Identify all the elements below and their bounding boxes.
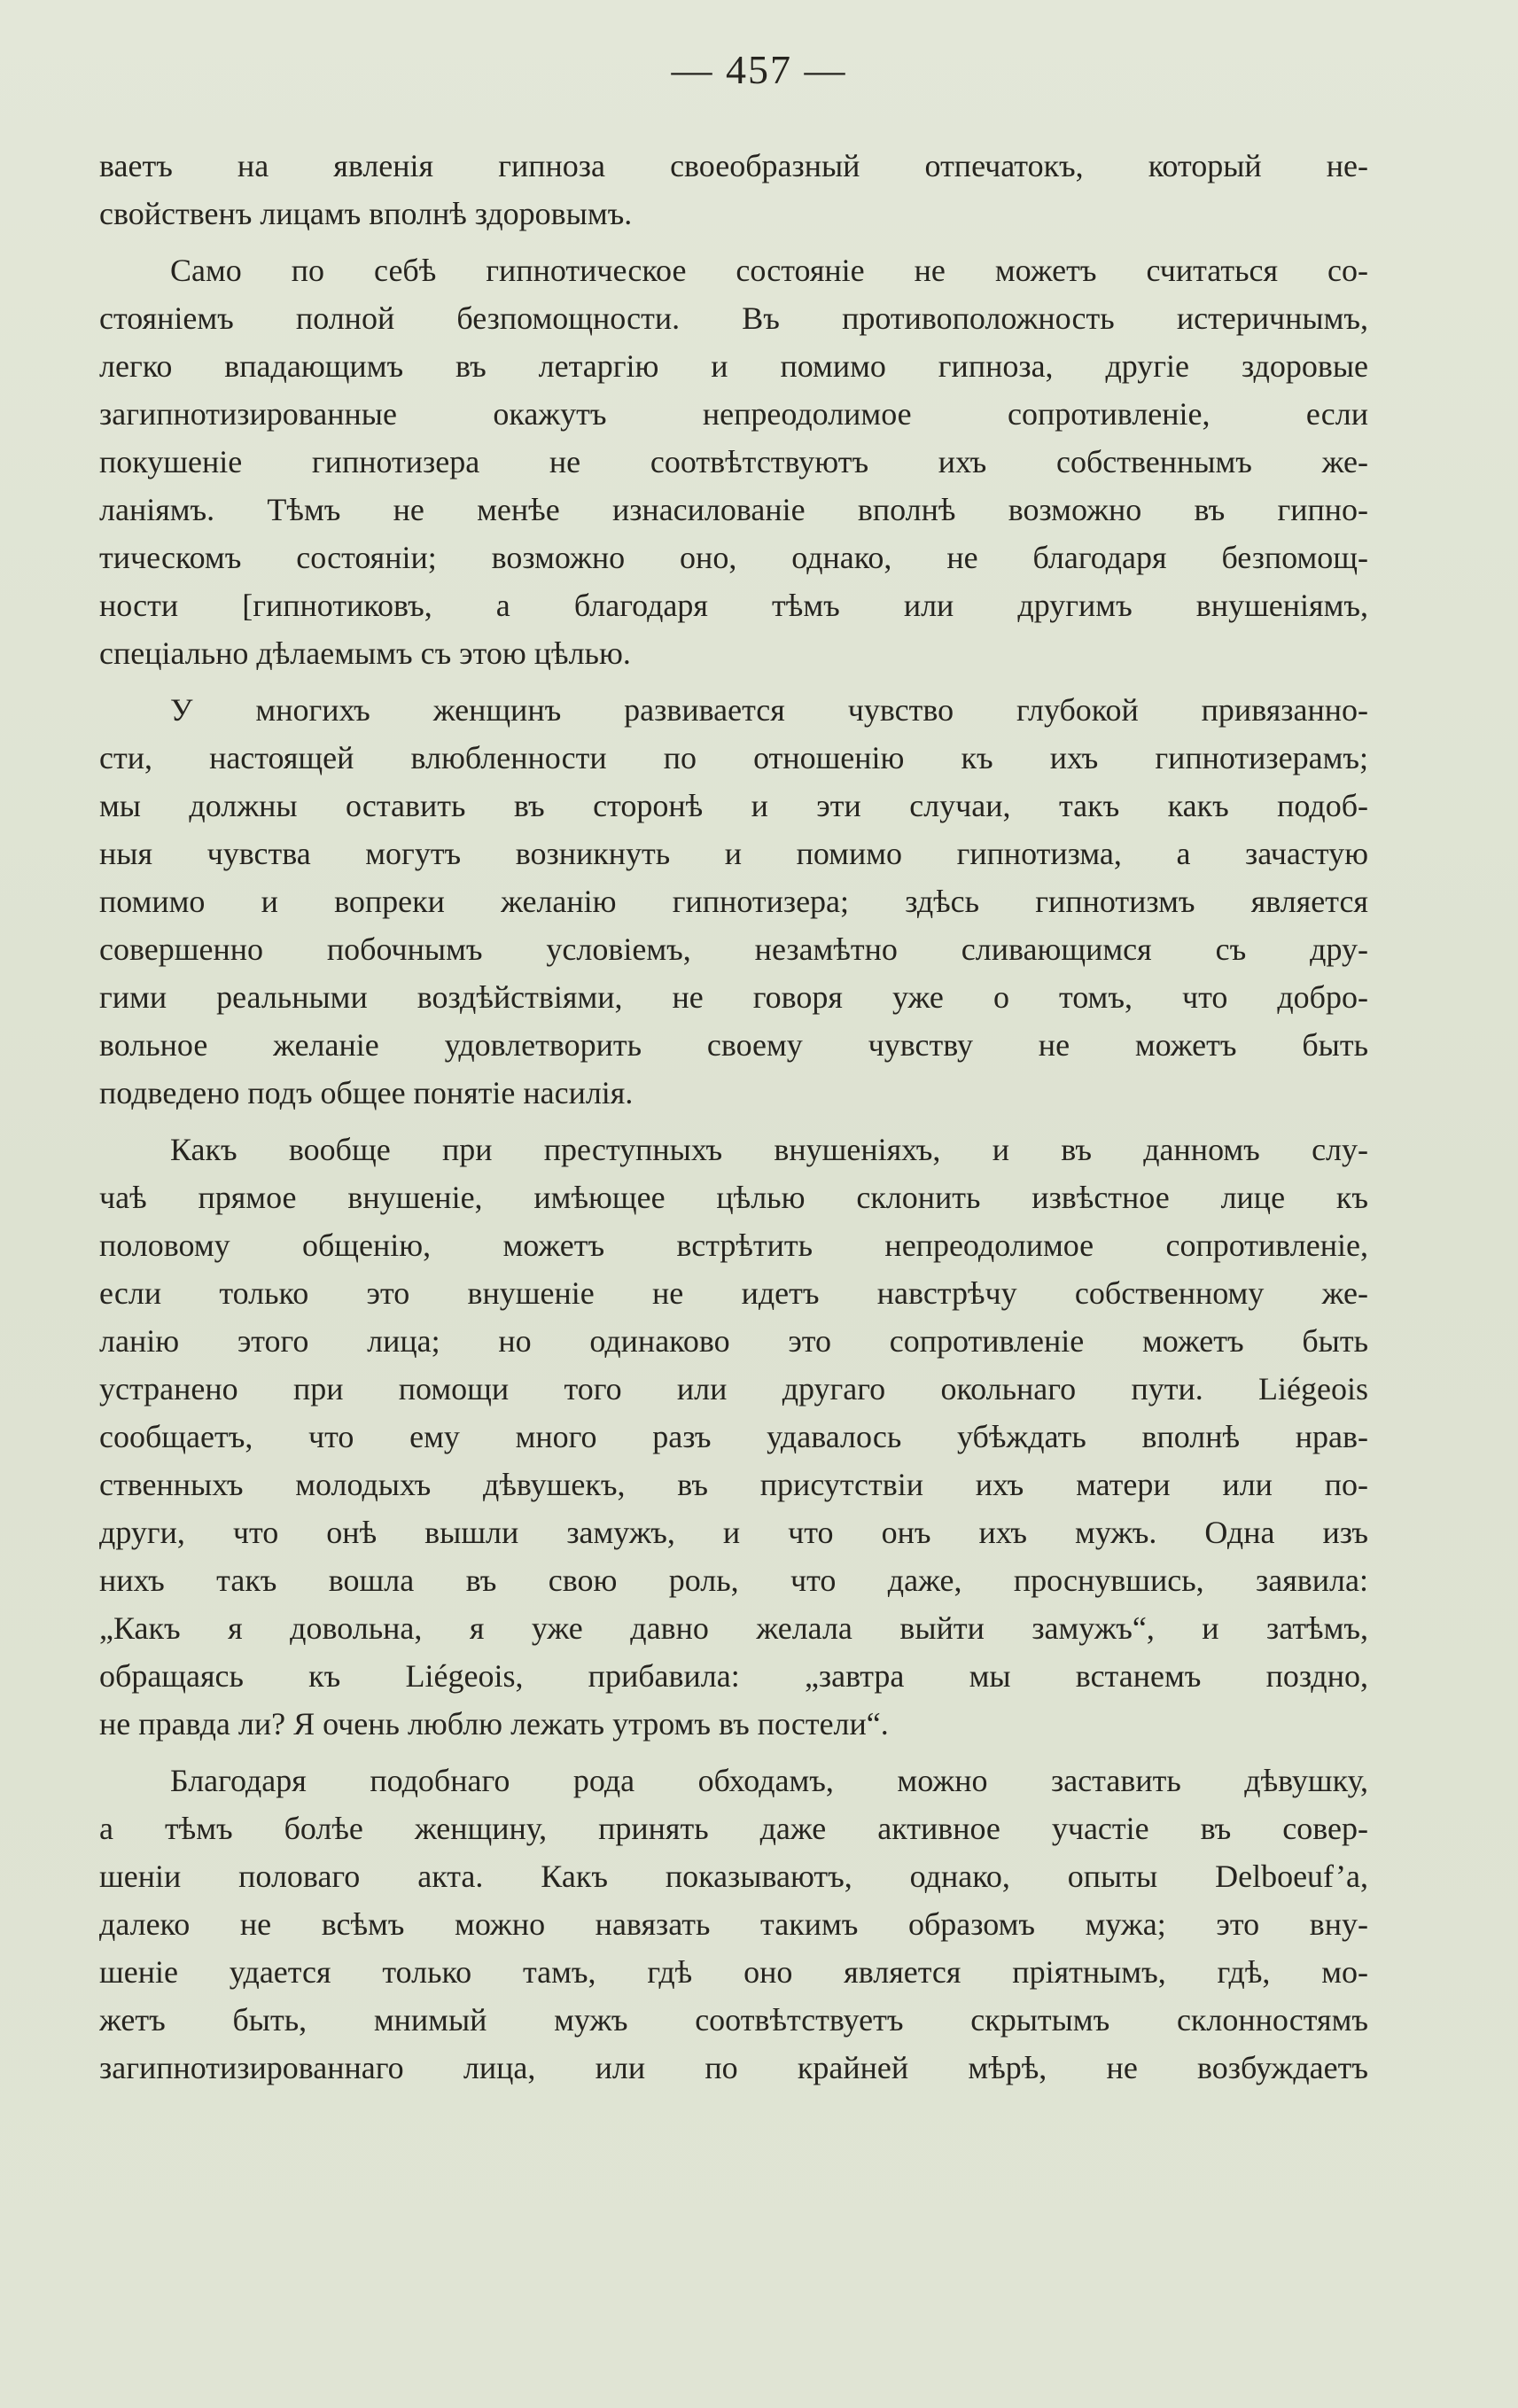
text-line: „Какъ я довольна, я уже давно желала выйти замужъ“, и затѣмъ, (99, 1610, 1368, 1646)
text-line: покушеніе гипнотизера не соотвѣтствуютъ ихъ собственнымъ же- (99, 444, 1368, 479)
paragraph-gap (99, 677, 1368, 686)
paragraph-gap (99, 1748, 1368, 1757)
text-line: половому общенію, можетъ встрѣтить непреодолимое сопротивленіе, (99, 1227, 1368, 1263)
page-number: — 457 — (671, 47, 847, 92)
text-line: мы должны оставить въ сторонѣ и эти случаи, такъ какъ подоб- (99, 788, 1368, 823)
paragraph-gap (99, 1117, 1368, 1126)
text-line: стояніемъ полной безпомощности. Въ противоположность истеричнымъ, (99, 300, 1368, 336)
text-line: ственныхъ молодыхъ дѣвушекъ, въ присутствіи ихъ матери или по- (99, 1467, 1368, 1502)
text-line: обращаясь къ Liégeois, прибавила: „завтра мы встанемъ поздно, (99, 1658, 1368, 1694)
text-line: ваетъ на явленія гипноза своеобразный отпечатокъ, который не- (99, 148, 1368, 183)
paragraph (99, 142, 1368, 238)
paragraph (99, 1757, 1368, 2092)
paragraph (99, 246, 1368, 677)
text-line: гими реальными воздѣйствіями, не говоря уже о томъ, что добро- (99, 979, 1368, 1015)
text-line: помимо и вопреки желанію гипнотизера; здѣсь гипнотизмъ является (99, 884, 1368, 919)
text-line: а тѣмъ болѣе женщину, принять даже активное участіе въ совер- (99, 1811, 1368, 1846)
text-line: если только это внушеніе не идетъ навстрѣчу собственному же- (99, 1275, 1368, 1311)
text-line: легко впадающимъ въ летаргію и помимо гипноза, другіе здоровые (99, 348, 1368, 384)
text-line: свойственъ лицамъ вполнѣ здоровымъ. (99, 196, 633, 231)
text-line: далеко не всѣмъ можно навязать такимъ образомъ мужа; это вну- (99, 1906, 1368, 1942)
body-text (99, 142, 1368, 2092)
text-line: жетъ быть, мнимый мужъ соотвѣтствуетъ скрытымъ склонностямъ (99, 2002, 1368, 2038)
text-line: чаѣ прямое внушеніе, имѣющее цѣлью склонить извѣстное лице къ (99, 1180, 1368, 1215)
text-line: ланіямъ. Тѣмъ не менѣе изнасилованіе вполнѣ возможно въ гипно- (99, 492, 1368, 527)
text-line: шеніе удается только тамъ, гдѣ оно является пріятнымъ, гдѣ, мо- (99, 1954, 1368, 1990)
paragraph (99, 1126, 1368, 1748)
text-line: вольное желаніе удовлетворить своему чувству не можетъ быть (99, 1027, 1368, 1063)
text-line: тическомъ состояніи; возможно оно, однако, не благодаря безпомощ- (99, 540, 1368, 575)
text-line: Само по себѣ гипнотическое состояніе не можетъ считаться со- (170, 253, 1368, 288)
paragraph-gap (99, 238, 1368, 246)
text-line: други, что онѣ вышли замужъ, и что онъ ихъ мужъ. Одна изъ (99, 1515, 1368, 1550)
text-line: ланію этого лица; но одинаково это сопротивленіе можетъ быть (99, 1323, 1368, 1359)
text-line: Какъ вообще при преступныхъ внушеніяхъ, и въ данномъ слу- (170, 1132, 1368, 1167)
text-line: ныя чувства могутъ возникнуть и помимо гипнотизма, а зачастую (99, 836, 1368, 871)
text-line: ности [гипнотиковъ, а благодаря тѣмъ или другимъ внушеніямъ, (99, 588, 1368, 623)
text-line: спеціально дѣлаемымъ съ этою цѣлью. (99, 635, 631, 671)
text-line: загипнотизированнаго лица, или по крайней мѣрѣ, не возбуждаетъ (99, 2050, 1368, 2085)
text-line: устранено при помощи того или другаго окольнаго пути. Liégeois (99, 1371, 1368, 1407)
text-line: Благодаря подобнаго рода обходамъ, можно заставить дѣвушку, (170, 1763, 1368, 1798)
text-line: сообщаетъ, что ему много разъ удавалось убѣждать вполнѣ нрав- (99, 1419, 1368, 1454)
text-line: нихъ такъ вошла въ свою роль, что даже, проснувшись, заявила: (99, 1562, 1368, 1598)
text-line: У многихъ женщинъ развивается чувство глубокой привязанно- (170, 692, 1368, 728)
text-line: совершенно побочнымъ условіемъ, незамѣтно сливающимся съ дру- (99, 931, 1368, 967)
text-line: подведено подъ общее понятіе насилія. (99, 1075, 634, 1110)
text-line: не правда ли? Я очень люблю лежать утромъ въ постели“. (99, 1706, 889, 1742)
text-line: шеніи половаго акта. Какъ показываютъ, однако, опыты Delboeuf’a, (99, 1859, 1368, 1894)
text-line: загипнотизированные окажутъ непреодолимое сопротивленіе, если (99, 396, 1368, 432)
paragraph (99, 686, 1368, 1117)
text-line: сти, настоящей влюбленности по отношенію къ ихъ гипнотизерамъ; (99, 740, 1368, 775)
